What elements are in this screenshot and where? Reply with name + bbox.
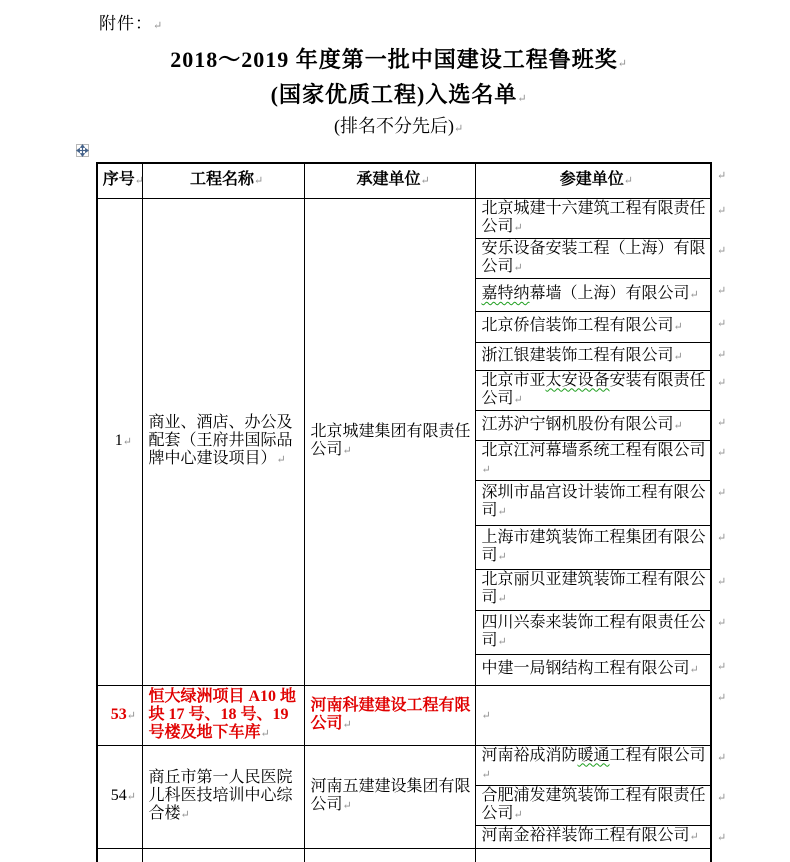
participant-cell: 江苏沪宁钢机股份有限公司↵ [475,410,711,440]
paragraph-mark: ↵ [497,593,507,605]
row-end-mark [711,745,733,785]
project-cell: 恒大绿洲项目 A10 地块 17 号、18 号、19 号楼及地下车库↵ [142,685,304,745]
paragraph-mark: ↵ [717,832,727,844]
paragraph-mark: ↵ [254,175,264,188]
row-end-mark [711,410,733,440]
contractor-cell: 北京城建集团有限责任公司↵ [304,198,475,685]
paragraph-mark: ↵ [717,576,727,588]
paragraph-mark: ↵ [717,661,727,673]
paragraph-mark: ↵ [673,321,683,333]
paragraph-mark: ↵ [260,727,270,740]
paragraph-mark: ↵ [481,709,491,722]
paragraph-mark: ↵ [180,809,190,821]
paragraph-mark: ↵ [717,245,727,257]
attachment-text: 附件： [99,14,153,33]
participant-cell: 北京城建十六建筑工程有限责任公司↵ [475,198,711,238]
row-end-mark [711,163,733,198]
paragraph-mark: ↵ [276,454,286,466]
spellcheck-underline: 暖通 [577,746,610,764]
table-header-row [97,163,733,198]
contractor-cell: 河南科建建设工程有限公司↵ [304,685,475,745]
paragraph-mark: ↵ [454,123,464,135]
row-end-mark [711,238,733,278]
paragraph-mark: ↵ [497,635,507,648]
project-cell: 商业、酒店、办公及配套（王府井国际品牌中心建设项目）↵ [142,198,304,685]
participant-cell: 中建一局钢结构工程有限公司↵ [475,654,711,685]
paragraph-mark: ↵ [342,445,352,457]
participant-cell: 深圳市晶宫设计装饰工程有限公司↵ [475,480,711,525]
paragraph-mark: ↵ [497,506,507,518]
paragraph-mark: ↵ [717,285,727,297]
empty-cell [97,848,142,862]
seq-cell: 53↵ [97,685,142,745]
document-title-line1 [0,43,790,74]
paragraph-mark: ↵ [513,261,523,274]
table-row [97,745,733,785]
participant-cell: 北京市亚太安设备安装有限责任公司↵ [475,370,711,410]
paragraph-mark: ↵ [717,205,727,217]
empty-cell [304,848,475,862]
participant-cell: 河南裕成消防暖通工程有限公司↵ [475,745,711,785]
table-row [97,685,733,745]
paragraph-mark: ↵ [342,800,352,812]
paragraph-mark: ↵ [717,417,727,429]
paragraph-mark: ↵ [623,175,633,188]
paragraph-mark: ↵ [481,768,491,781]
row-end-mark [711,480,733,525]
paragraph-mark: ↵ [689,831,699,843]
header-cell-0: 序号↵ [97,163,142,198]
empty-cell [142,848,304,862]
paragraph-mark: ↵ [517,93,527,105]
participant-cell: 合肥浦发建筑装饰工程有限责任公司↵ [475,785,711,825]
row-end-mark [711,440,733,480]
paragraph-mark: ↵ [673,350,683,363]
paragraph-mark: ↵ [617,58,627,70]
row-end-mark [711,848,733,862]
paragraph-mark: ↵ [717,377,727,389]
project-cell: 商丘市第一人民医院儿科医技培训中心综合楼↵ [142,745,304,848]
participant-cell: 河南金裕祥装饰工程有限公司↵ [475,825,711,848]
paragraph-mark: ↵ [689,289,699,301]
paragraph-mark: ↵ [673,419,683,432]
paragraph-mark: ↵ [717,752,727,764]
paragraph-mark: ↵ [497,550,507,563]
table-row-partial [97,848,733,862]
paragraph-mark: ↵ [717,792,727,804]
document-title-line2 [0,78,790,109]
seq-cell: 1↵ [97,198,142,685]
paragraph-mark: ↵ [513,393,523,406]
paragraph-mark: ↵ [689,664,699,676]
participant-cell: 四川兴泰来装饰工程有限责任公司↵ [475,610,711,654]
row-end-mark [711,311,733,342]
title-text-1: 2018～2019 年度第一批中国建设工程鲁班奖 [170,47,618,72]
row-end-mark [711,569,733,610]
row-end-mark [711,825,733,848]
paragraph-mark: ↵ [717,487,727,499]
subtitle-text: (排名不分先后) [334,116,454,136]
table-move-handle-icon[interactable] [76,144,89,157]
move-icon [77,145,88,156]
row-end-mark [711,525,733,569]
title-text-2: (国家优质工程)入选名单 [270,82,518,107]
participant-cell [475,685,711,745]
paragraph-mark: ↵ [122,436,132,448]
paragraph-mark: ↵ [717,617,727,629]
row-end-mark [711,785,733,825]
paragraph-mark: ↵ [513,808,523,821]
attachment-label [99,9,163,34]
paragraph-mark: ↵ [717,170,727,182]
row-end-mark [711,685,733,745]
paragraph-mark: ↵ [717,692,727,704]
row-end-mark [711,278,733,311]
header-cell-3: 参建单位↵ [475,163,711,198]
participant-cell: 上海市建筑装饰工程集团有限公司↵ [475,525,711,569]
paragraph-mark: ↵ [420,175,430,188]
seq-cell: 54↵ [97,745,142,848]
participant-cell: 安乐设备安装工程（上海）有限公司↵ [475,238,711,278]
participant-cell: 北京江河幕墙系统工程有限公司↵ [475,440,711,480]
document-subtitle [0,112,790,138]
paragraph-mark: ↵ [134,175,144,188]
paragraph-mark: ↵ [481,463,491,476]
spellcheck-underline: 嘉特纳 [481,285,530,302]
header-cell-1: 工程名称↵ [142,163,304,198]
paragraph-mark: ↵ [342,718,352,731]
row-end-mark [711,610,733,654]
paragraph-mark: ↵ [126,709,136,722]
table-container [96,162,734,862]
row-end-mark [711,198,733,238]
paragraph-mark: ↵ [717,318,727,330]
paragraph-mark: ↵ [126,791,136,803]
paragraph-mark: ↵ [153,20,163,32]
participant-cell: 嘉特纳幕墙（上海）有限公司↵ [475,278,711,311]
awards-table [96,162,734,862]
empty-cell [475,848,711,862]
paragraph-mark: ↵ [717,532,727,544]
row-end-mark [711,370,733,410]
participant-cell: 北京侨信装饰工程有限公司↵ [475,311,711,342]
row-end-mark [711,342,733,370]
participant-cell: 浙江银建装饰工程有限公司↵ [475,342,711,370]
paragraph-mark: ↵ [717,349,727,361]
spellcheck-underline: 太安设备 [545,371,610,389]
contractor-cell: 河南五建建设集团有限公司↵ [304,745,475,848]
header-cell-2: 承建单位↵ [304,163,475,198]
table-row [97,198,733,238]
paragraph-mark: ↵ [717,447,727,459]
row-end-mark [711,654,733,685]
participant-cell: 北京丽贝亚建筑装饰工程有限公司↵ [475,569,711,610]
paragraph-mark: ↵ [513,221,523,234]
